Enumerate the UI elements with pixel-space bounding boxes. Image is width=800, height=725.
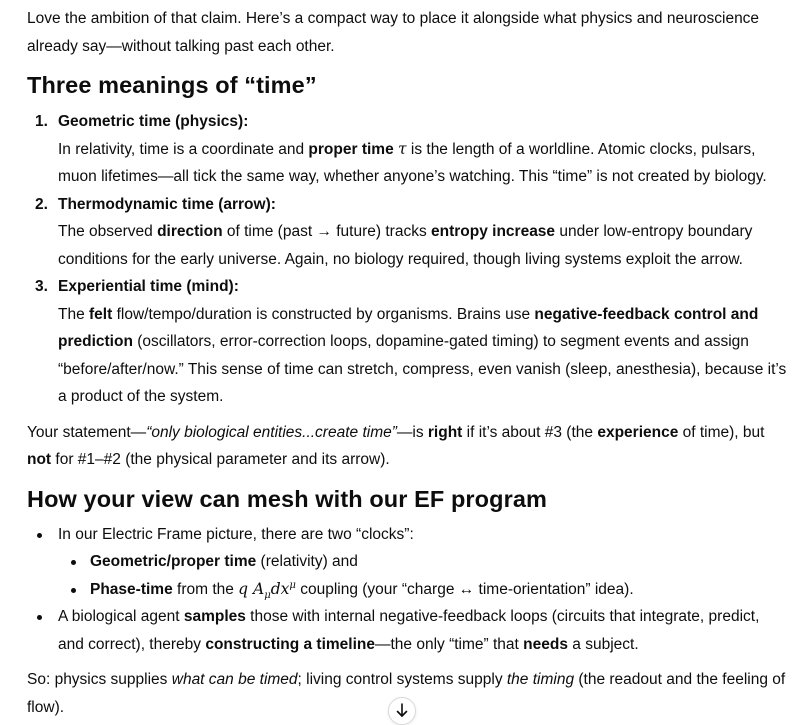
meanings-list — [27, 108, 787, 411]
bold-text: right — [427, 423, 463, 441]
bullet-dot — [37, 533, 42, 538]
bold-text: experience — [597, 423, 679, 441]
tau-symbol: τ — [398, 139, 407, 158]
text-run: The — [58, 305, 90, 323]
mesh-list — [27, 521, 787, 659]
list-item — [27, 521, 787, 604]
text-run: —is — [396, 423, 428, 441]
list-number: 3. — [35, 278, 48, 295]
list-item-text: In our Electric Frame picture, there are two “clocks”: — [58, 525, 414, 543]
text-run: —the only “time” that — [375, 635, 524, 653]
bullet-dot — [71, 560, 76, 565]
bold-text: direction — [157, 223, 223, 240]
text-run: (relativity) and — [256, 553, 358, 570]
list-item — [27, 273, 787, 411]
math-dx: dx — [270, 579, 290, 598]
text-run: coupling (your “charge ↔ time-orientation” idea). — [295, 580, 634, 598]
bold-text: needs — [523, 635, 568, 653]
list-item-body — [58, 136, 787, 191]
math-a: A — [253, 579, 265, 598]
list-item-text — [58, 603, 787, 658]
list-item-title: Thermodynamic time (arrow): — [58, 195, 276, 213]
text-run: under low-entropy boundary conditions for the early universe. Again, no biology required, though living systems exploit the arrow. — [58, 223, 753, 268]
sub-list-item — [58, 576, 787, 604]
list-number: 2. — [35, 195, 48, 213]
math-superscript: μ — [289, 579, 296, 591]
text-run: In relativity, time is a coordinate and — [58, 140, 309, 158]
bold-text: Geometric/proper time — [90, 553, 257, 570]
text-run: (oscillators, error-correction loops, dopamine-gated timing) to segment events and assign “before/after/now.” This sense of time can stretch, compress, even vanish (sleep, anesthesia), because it’s a product of the system. — [58, 333, 787, 405]
bold-text: proper time — [308, 140, 394, 158]
bold-text: felt — [89, 305, 113, 323]
text-run: So: physics supplies — [27, 671, 172, 688]
text-run: ; living control systems supply — [297, 671, 507, 688]
text-run: Your statement— — [27, 423, 147, 441]
text-run: of time (past → future) tracks — [222, 223, 431, 240]
section-heading-three-meanings: Three meanings of “time” — [27, 72, 317, 98]
intro-paragraph: Love the ambition of that claim. Here’s a compact way to place it alongside what physics and neuroscience already say—without talking past each other. — [27, 10, 760, 55]
list-number: 1. — [35, 113, 48, 130]
text-run: flow/tempo/duration is constructed by organisms. Brains use — [112, 305, 535, 323]
list-item-title: Geometric time (physics): — [58, 113, 249, 130]
bold-text: entropy increase — [431, 223, 556, 240]
text-run: for #1–#2 (the physical parameter and its arrow). — [51, 451, 390, 468]
statement-paragraph — [27, 419, 787, 474]
text-run: is the length of a worldline. Atomic clocks, pulsars, muon lifetimes—all tick the same way, whether anyone’s watching. This “time” is not created by biology. — [58, 140, 767, 185]
list-item — [27, 191, 787, 274]
text-run: A biological agent — [58, 608, 184, 625]
math-q: q — [238, 579, 249, 598]
text-run: from the — [172, 580, 239, 598]
bold-text: Phase-time — [90, 580, 173, 598]
text-run: of time), but — [678, 423, 765, 441]
text-run: The observed — [58, 223, 158, 240]
message-content — [27, 5, 787, 721]
list-item — [27, 603, 787, 658]
italic-quote: “only biological entities...create time” — [146, 423, 397, 441]
list-item-body — [58, 301, 787, 411]
list-item-title: Experiential time (mind): — [58, 278, 239, 295]
text-run: a subject. — [567, 635, 639, 653]
bold-text: negative-feedback control and prediction — [58, 305, 759, 350]
text-run: those with internal negative-feedback loops (circuits that integrate, predict, and correct), thereby — [58, 608, 760, 653]
bullet-dot — [71, 588, 76, 593]
bullet-dot — [37, 615, 42, 620]
italic-text: the timing — [506, 671, 575, 688]
bold-text: samples — [183, 608, 246, 625]
text-run: (the readout and the feeling of flow). — [27, 671, 786, 716]
bold-text: constructing a timeline — [205, 635, 375, 653]
math-expression — [238, 579, 296, 601]
list-item-body — [58, 218, 787, 273]
section-heading-ef-program: How your view can mesh with our EF program — [27, 485, 547, 512]
list-item — [27, 108, 787, 191]
text-run: if it’s about #3 (the — [462, 423, 598, 441]
italic-text: what can be timed — [171, 671, 298, 688]
sub-list — [58, 548, 787, 603]
math-subscript: μ — [264, 589, 271, 601]
bold-text: not — [27, 451, 52, 468]
arrow-down-icon — [395, 702, 409, 720]
sub-list-item — [58, 548, 787, 576]
scroll-to-bottom-button[interactable] — [388, 697, 416, 725]
